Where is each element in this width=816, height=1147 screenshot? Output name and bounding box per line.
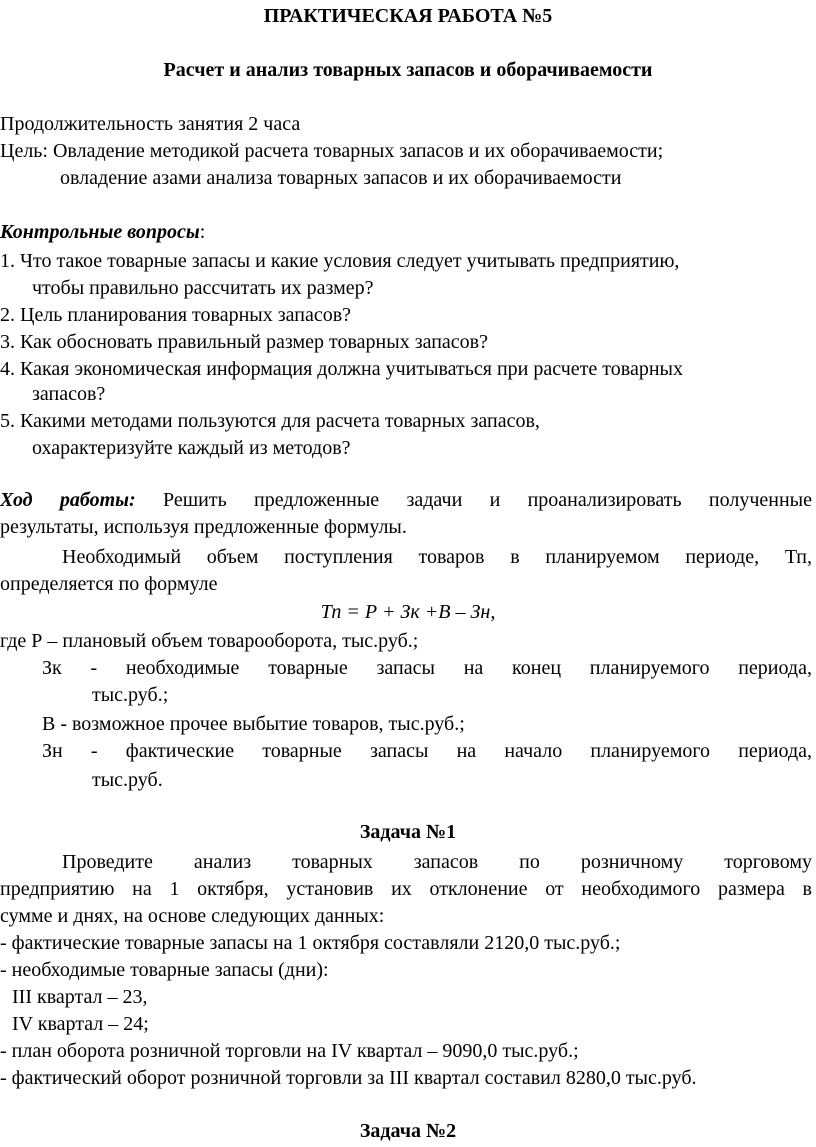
procedure-text: Решить предложенные задачи и проанализировать полученные (163, 489, 812, 511)
question-4: 4. Какая экономическая информация должна учитываться при расчете товарных (0, 358, 683, 380)
task-1-line-9: - фактический оборот розничной торговли за III квартал составил 8280,0 тыс.руб. (0, 1067, 697, 1089)
task-1-line-2: предприятию на 1 октября, установив их отклонение от необходимого размера в (0, 878, 812, 900)
questions-heading-label: Контрольные вопросы (0, 221, 200, 243)
questions-heading-colon: : (199, 221, 206, 243)
task-1-heading: Задача №1 (359, 821, 457, 843)
page-subtitle: Расчет и анализ товарных запасов и оборачиваемости (163, 59, 653, 81)
goal-line-2: овладение азами анализа товарных запасов и их оборачиваемости (60, 167, 622, 189)
question-2: 2. Цель планирования товарных запасов? (0, 304, 352, 326)
question-1-cont: чтобы правильно рассчитать их размер? (32, 277, 374, 299)
question-4-cont: запасов? (32, 383, 106, 405)
task-1-line-6: III квартал – 23, (12, 986, 148, 1008)
formula-intro-line-1: Необходимый объем поступления товаров в планируемом периоде, Тп, (62, 546, 812, 568)
formula-intro-line-2: определяется по формуле (0, 573, 218, 595)
task-1-line-5: - необходимые товарные запасы (дни): (0, 959, 329, 981)
question-1: 1. Что такое товарные запасы и какие условия следует учитывать предприятию, (0, 250, 680, 272)
task-2-heading: Задача №2 (359, 1120, 457, 1142)
legend-v: В - возможное прочее выбытие товаров, тыс.руб.; (42, 713, 465, 735)
procedure-line-1 (0, 488, 812, 512)
legend-zk: Зк - необходимые товарные запасы на конец планируемого периода, (42, 657, 812, 679)
legend-zn: Зн - фактические товарные запасы на начало планируемого периода, (42, 740, 812, 762)
duration-text: Продолжительность занятия 2 часа (0, 113, 301, 135)
task-1-line-1: Проведите анализ товарных запасов по розничному торговому (62, 851, 812, 873)
legend-zn-cont: тыс.руб. (92, 769, 163, 791)
legend-p: где Р – плановый объем товарооборота, тыс.руб.; (0, 630, 419, 652)
task-1-line-3: сумме и днях, на основе следующих данных: (0, 905, 385, 927)
question-5-cont: охарактеризуйте каждый из методов? (32, 437, 351, 459)
questions-heading (0, 220, 205, 244)
goal-line-1: Цель: Овладение методикой расчета товарных запасов и их оборачиваемости; (0, 140, 664, 162)
legend-zk-cont: тыс.руб.; (92, 684, 169, 706)
task-1-line-4: - фактические товарные запасы на 1 октября составляли 2120,0 тыс.руб.; (0, 932, 621, 954)
page-title: ПРАКТИЧЕСКАЯ РАБОТА №5 (263, 5, 553, 27)
formula: Тп = Р + Зк +В – Зн, (320, 601, 496, 623)
task-1-line-8: - план оборота розничной торговли на IV квартал – 9090,0 тыс.руб.; (0, 1040, 579, 1062)
procedure-label: Ход работы: (0, 489, 136, 511)
question-5: 5. Какими методами пользуются для расчета товарных запасов, (0, 410, 540, 432)
task-1-line-7: IV квартал – 24; (12, 1013, 149, 1035)
question-3: 3. Как обосновать правильный размер товарных запасов? (0, 331, 488, 353)
procedure-line-2: результаты, используя предложенные формулы. (0, 516, 407, 538)
